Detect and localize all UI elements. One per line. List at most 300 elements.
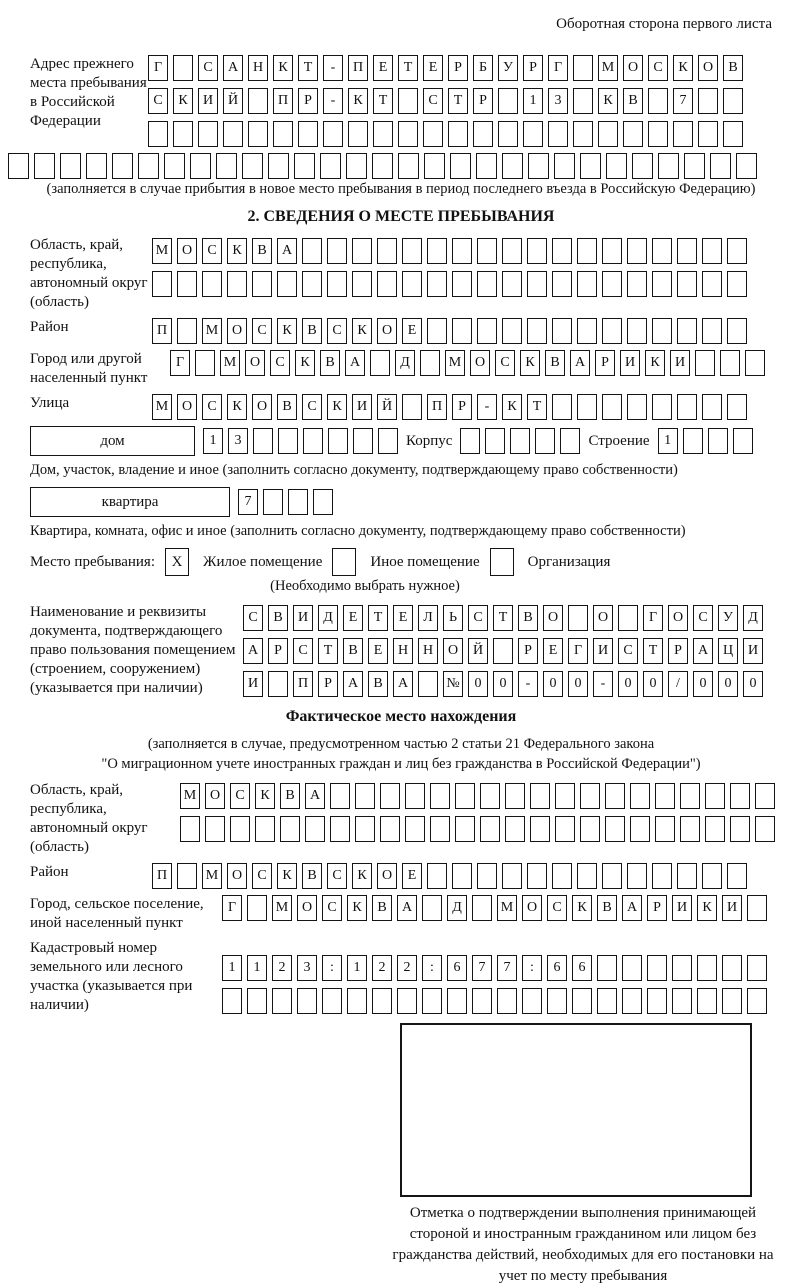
char-box[interactable]: К [352, 863, 372, 889]
char-box[interactable]: М [497, 895, 517, 921]
char-box[interactable] [736, 153, 757, 179]
char-box[interactable]: О [227, 318, 247, 344]
char-box[interactable] [327, 271, 347, 297]
char-box[interactable] [485, 428, 505, 454]
char-box[interactable]: Д [318, 605, 338, 631]
char-box[interactable] [288, 489, 308, 515]
char-box[interactable] [702, 863, 722, 889]
char-box[interactable]: П [427, 394, 447, 420]
char-box[interactable]: В [252, 238, 272, 264]
char-box[interactable] [247, 895, 267, 921]
char-box[interactable]: А [570, 350, 590, 376]
char-box[interactable]: К [173, 88, 193, 114]
char-box[interactable]: Е [373, 55, 393, 81]
char-box[interactable] [597, 988, 617, 1014]
char-box[interactable] [652, 271, 672, 297]
char-box[interactable] [398, 88, 418, 114]
char-box[interactable] [552, 318, 572, 344]
char-box[interactable]: Т [298, 55, 318, 81]
char-box[interactable] [190, 153, 211, 179]
char-box[interactable]: 1 [658, 428, 678, 454]
char-box[interactable]: П [293, 671, 313, 697]
char-box[interactable] [502, 318, 522, 344]
char-box[interactable]: О [698, 55, 718, 81]
char-box[interactable] [348, 121, 368, 147]
char-box[interactable] [418, 671, 438, 697]
char-box[interactable] [195, 350, 215, 376]
char-box[interactable] [697, 988, 717, 1014]
char-box[interactable] [427, 863, 447, 889]
char-box[interactable]: С [327, 863, 347, 889]
char-box[interactable]: О [177, 394, 197, 420]
char-box[interactable]: В [277, 394, 297, 420]
char-box[interactable] [450, 153, 471, 179]
char-box[interactable]: И [243, 671, 263, 697]
char-box[interactable]: О [593, 605, 613, 631]
char-box[interactable]: 3 [228, 428, 248, 454]
char-box[interactable] [652, 238, 672, 264]
char-box[interactable]: Р [595, 350, 615, 376]
char-box[interactable]: К [273, 55, 293, 81]
char-box[interactable]: О [543, 605, 563, 631]
char-box[interactable]: 0 [568, 671, 588, 697]
char-box[interactable]: - [477, 394, 497, 420]
char-box[interactable] [602, 318, 622, 344]
char-box[interactable]: А [343, 671, 363, 697]
char-box[interactable]: 7 [472, 955, 492, 981]
char-box[interactable]: О [668, 605, 688, 631]
char-box[interactable]: Р [452, 394, 472, 420]
char-box[interactable] [427, 238, 447, 264]
char-box[interactable] [164, 153, 185, 179]
char-box[interactable] [627, 271, 647, 297]
char-box[interactable] [705, 816, 725, 842]
char-box[interactable]: Е [402, 318, 422, 344]
char-box[interactable]: К [347, 895, 367, 921]
checkbox-other-premises[interactable] [332, 548, 356, 576]
char-box[interactable] [710, 153, 731, 179]
char-box[interactable]: 6 [572, 955, 592, 981]
char-box[interactable] [86, 153, 107, 179]
char-box[interactable] [302, 271, 322, 297]
char-box[interactable]: О [227, 863, 247, 889]
char-box[interactable]: И [593, 638, 613, 664]
char-box[interactable] [577, 271, 597, 297]
char-box[interactable] [216, 153, 237, 179]
char-box[interactable] [727, 271, 747, 297]
char-box[interactable] [602, 394, 622, 420]
char-box[interactable]: С [468, 605, 488, 631]
char-box[interactable] [497, 988, 517, 1014]
char-box[interactable]: Г [222, 895, 242, 921]
char-box[interactable] [727, 863, 747, 889]
char-box[interactable]: В [545, 350, 565, 376]
char-box[interactable] [555, 816, 575, 842]
char-box[interactable] [622, 955, 642, 981]
char-box[interactable]: Т [527, 394, 547, 420]
char-box[interactable] [560, 428, 580, 454]
char-box[interactable]: 0 [743, 671, 763, 697]
char-box[interactable]: К [255, 783, 275, 809]
char-box[interactable] [223, 121, 243, 147]
char-box[interactable] [702, 238, 722, 264]
char-box[interactable] [548, 121, 568, 147]
char-box[interactable] [522, 988, 542, 1014]
char-box[interactable] [452, 238, 472, 264]
char-box[interactable] [398, 121, 418, 147]
char-box[interactable] [322, 988, 342, 1014]
char-box[interactable]: Р [473, 88, 493, 114]
char-box[interactable] [705, 783, 725, 809]
char-box[interactable]: М [445, 350, 465, 376]
char-box[interactable] [402, 238, 422, 264]
char-box[interactable]: Е [393, 605, 413, 631]
char-box[interactable]: Г [643, 605, 663, 631]
char-box[interactable]: - [323, 88, 343, 114]
char-box[interactable] [630, 816, 650, 842]
char-box[interactable] [530, 816, 550, 842]
char-box[interactable] [672, 988, 692, 1014]
char-box[interactable]: 0 [643, 671, 663, 697]
char-box[interactable] [273, 121, 293, 147]
char-box[interactable] [622, 988, 642, 1014]
char-box[interactable] [648, 88, 668, 114]
char-box[interactable] [34, 153, 55, 179]
char-box[interactable]: 7 [238, 489, 258, 515]
char-box[interactable] [684, 153, 705, 179]
char-box[interactable]: 7 [673, 88, 693, 114]
char-box[interactable]: К [673, 55, 693, 81]
char-box[interactable] [460, 428, 480, 454]
char-box[interactable] [112, 153, 133, 179]
char-box[interactable] [602, 863, 622, 889]
char-box[interactable]: С [293, 638, 313, 664]
char-box[interactable] [708, 428, 728, 454]
char-box[interactable] [552, 863, 572, 889]
char-box[interactable]: : [522, 955, 542, 981]
char-box[interactable] [422, 988, 442, 1014]
char-box[interactable] [577, 318, 597, 344]
char-box[interactable]: С [252, 863, 272, 889]
char-box[interactable]: В [268, 605, 288, 631]
checkbox-residential[interactable]: X [165, 548, 189, 576]
char-box[interactable] [372, 988, 392, 1014]
char-box[interactable]: А [397, 895, 417, 921]
char-box[interactable]: Е [423, 55, 443, 81]
char-box[interactable] [328, 428, 348, 454]
char-box[interactable]: П [152, 318, 172, 344]
char-box[interactable]: И [672, 895, 692, 921]
char-box[interactable] [747, 895, 767, 921]
char-box[interactable] [422, 895, 442, 921]
char-box[interactable] [272, 988, 292, 1014]
char-box[interactable]: Г [170, 350, 190, 376]
char-box[interactable] [303, 428, 323, 454]
char-box[interactable] [577, 863, 597, 889]
char-box[interactable]: 0 [718, 671, 738, 697]
char-box[interactable]: Д [395, 350, 415, 376]
char-box[interactable] [268, 153, 289, 179]
char-box[interactable] [247, 988, 267, 1014]
char-box[interactable] [502, 153, 523, 179]
char-box[interactable] [346, 153, 367, 179]
char-box[interactable] [677, 271, 697, 297]
char-box[interactable] [580, 153, 601, 179]
char-box[interactable]: Г [148, 55, 168, 81]
char-box[interactable]: А [277, 238, 297, 264]
char-box[interactable] [355, 816, 375, 842]
char-box[interactable] [138, 153, 159, 179]
char-box[interactable] [498, 121, 518, 147]
char-box[interactable] [627, 318, 647, 344]
char-box[interactable]: О [177, 238, 197, 264]
char-box[interactable] [527, 863, 547, 889]
char-box[interactable]: Ь [443, 605, 463, 631]
char-box[interactable] [405, 783, 425, 809]
char-box[interactable] [502, 238, 522, 264]
char-box[interactable]: Б [473, 55, 493, 81]
char-box[interactable] [370, 350, 390, 376]
char-box[interactable] [455, 783, 475, 809]
char-box[interactable] [473, 121, 493, 147]
char-box[interactable] [452, 863, 472, 889]
char-box[interactable]: Е [543, 638, 563, 664]
char-box[interactable] [552, 238, 572, 264]
char-box[interactable]: - [518, 671, 538, 697]
char-box[interactable]: С [230, 783, 250, 809]
char-box[interactable] [602, 238, 622, 264]
char-box[interactable]: С [252, 318, 272, 344]
char-box[interactable]: В [597, 895, 617, 921]
char-box[interactable] [352, 271, 372, 297]
char-box[interactable] [572, 988, 592, 1014]
char-box[interactable] [632, 153, 653, 179]
char-box[interactable]: О [377, 318, 397, 344]
char-box[interactable]: И [670, 350, 690, 376]
char-box[interactable]: 1 [523, 88, 543, 114]
char-box[interactable]: О [377, 863, 397, 889]
char-box[interactable]: С [202, 238, 222, 264]
char-box[interactable]: 1 [347, 955, 367, 981]
char-box[interactable] [672, 955, 692, 981]
char-box[interactable] [723, 88, 743, 114]
char-box[interactable]: К [572, 895, 592, 921]
char-box[interactable] [222, 988, 242, 1014]
char-box[interactable] [598, 121, 618, 147]
char-box[interactable]: И [293, 605, 313, 631]
char-box[interactable] [248, 88, 268, 114]
char-box[interactable]: К [227, 238, 247, 264]
char-box[interactable] [527, 318, 547, 344]
char-box[interactable]: К [645, 350, 665, 376]
char-box[interactable] [173, 55, 193, 81]
char-box[interactable]: П [273, 88, 293, 114]
char-box[interactable] [198, 121, 218, 147]
char-box[interactable]: Т [643, 638, 663, 664]
char-box[interactable] [573, 121, 593, 147]
char-box[interactable] [630, 783, 650, 809]
char-box[interactable] [380, 816, 400, 842]
char-box[interactable]: К [277, 863, 297, 889]
char-box[interactable] [698, 121, 718, 147]
char-box[interactable]: К [502, 394, 522, 420]
char-box[interactable] [330, 816, 350, 842]
char-box[interactable] [502, 271, 522, 297]
char-box[interactable]: О [297, 895, 317, 921]
char-box[interactable]: У [718, 605, 738, 631]
char-box[interactable] [580, 783, 600, 809]
char-box[interactable] [727, 394, 747, 420]
char-box[interactable] [477, 318, 497, 344]
char-box[interactable]: Р [298, 88, 318, 114]
char-box[interactable] [695, 350, 715, 376]
char-box[interactable] [278, 428, 298, 454]
char-box[interactable] [498, 88, 518, 114]
char-box[interactable]: Д [743, 605, 763, 631]
char-box[interactable] [527, 271, 547, 297]
char-box[interactable]: А [393, 671, 413, 697]
char-box[interactable]: М [202, 863, 222, 889]
char-box[interactable] [702, 318, 722, 344]
char-box[interactable] [655, 816, 675, 842]
char-box[interactable] [652, 394, 672, 420]
char-box[interactable]: Р [647, 895, 667, 921]
char-box[interactable] [680, 816, 700, 842]
char-box[interactable] [252, 271, 272, 297]
char-box[interactable]: П [152, 863, 172, 889]
char-box[interactable] [652, 318, 672, 344]
char-box[interactable] [627, 863, 647, 889]
char-box[interactable]: К [598, 88, 618, 114]
char-box[interactable]: А [345, 350, 365, 376]
char-box[interactable] [248, 121, 268, 147]
char-box[interactable]: В [372, 895, 392, 921]
char-box[interactable] [305, 816, 325, 842]
char-box[interactable]: Н [418, 638, 438, 664]
char-box[interactable]: В [343, 638, 363, 664]
char-box[interactable]: Н [248, 55, 268, 81]
char-box[interactable]: Р [518, 638, 538, 664]
char-box[interactable]: В [723, 55, 743, 81]
char-box[interactable] [424, 153, 445, 179]
char-box[interactable]: Г [548, 55, 568, 81]
char-box[interactable]: С [547, 895, 567, 921]
char-box[interactable]: О [245, 350, 265, 376]
char-box[interactable]: Т [318, 638, 338, 664]
char-box[interactable] [730, 816, 750, 842]
char-box[interactable] [452, 318, 472, 344]
char-box[interactable]: : [422, 955, 442, 981]
char-box[interactable]: А [693, 638, 713, 664]
char-box[interactable]: В [302, 863, 322, 889]
char-box[interactable] [405, 816, 425, 842]
char-box[interactable] [697, 955, 717, 981]
char-box[interactable] [347, 988, 367, 1014]
char-box[interactable] [355, 783, 375, 809]
char-box[interactable]: У [498, 55, 518, 81]
char-box[interactable] [327, 238, 347, 264]
char-box[interactable] [280, 816, 300, 842]
char-box[interactable]: А [223, 55, 243, 81]
char-box[interactable]: С [423, 88, 443, 114]
char-box[interactable] [683, 428, 703, 454]
char-box[interactable] [476, 153, 497, 179]
char-box[interactable]: 3 [297, 955, 317, 981]
char-box[interactable] [623, 121, 643, 147]
char-box[interactable] [680, 783, 700, 809]
char-box[interactable]: П [348, 55, 368, 81]
char-box[interactable] [698, 88, 718, 114]
char-box[interactable]: И [352, 394, 372, 420]
char-box[interactable]: 3 [548, 88, 568, 114]
char-box[interactable]: Т [493, 605, 513, 631]
char-box[interactable] [398, 153, 419, 179]
char-box[interactable]: 7 [497, 955, 517, 981]
char-box[interactable] [263, 489, 283, 515]
char-box[interactable] [505, 816, 525, 842]
char-box[interactable]: К [348, 88, 368, 114]
char-box[interactable] [377, 238, 397, 264]
char-box[interactable]: М [180, 783, 200, 809]
char-box[interactable] [605, 816, 625, 842]
checkbox-organization[interactable] [490, 548, 514, 576]
char-box[interactable] [480, 816, 500, 842]
char-box[interactable] [302, 238, 322, 264]
char-box[interactable] [480, 783, 500, 809]
char-box[interactable] [658, 153, 679, 179]
char-box[interactable]: М [202, 318, 222, 344]
char-box[interactable]: В [623, 88, 643, 114]
char-box[interactable] [420, 350, 440, 376]
char-box[interactable] [205, 816, 225, 842]
char-box[interactable] [8, 153, 29, 179]
char-box[interactable]: О [522, 895, 542, 921]
house-type-box[interactable]: дом [30, 426, 195, 456]
char-box[interactable] [673, 121, 693, 147]
char-box[interactable]: - [323, 55, 343, 81]
char-box[interactable]: Й [223, 88, 243, 114]
char-box[interactable]: С [495, 350, 515, 376]
char-box[interactable] [655, 783, 675, 809]
char-box[interactable] [722, 955, 742, 981]
char-box[interactable]: А [305, 783, 325, 809]
char-box[interactable]: С [202, 394, 222, 420]
char-box[interactable]: 2 [397, 955, 417, 981]
char-box[interactable] [702, 394, 722, 420]
char-box[interactable] [552, 394, 572, 420]
char-box[interactable]: В [320, 350, 340, 376]
char-box[interactable]: Р [318, 671, 338, 697]
char-box[interactable] [430, 816, 450, 842]
char-box[interactable] [652, 863, 672, 889]
char-box[interactable] [647, 988, 667, 1014]
char-box[interactable] [568, 605, 588, 631]
char-box[interactable]: Р [268, 638, 288, 664]
char-box[interactable] [618, 605, 638, 631]
char-box[interactable] [477, 271, 497, 297]
char-box[interactable]: С [148, 88, 168, 114]
char-box[interactable] [647, 955, 667, 981]
char-box[interactable]: Ц [718, 638, 738, 664]
char-box[interactable]: С [618, 638, 638, 664]
char-box[interactable]: 1 [222, 955, 242, 981]
char-box[interactable]: Р [523, 55, 543, 81]
char-box[interactable] [573, 55, 593, 81]
char-box[interactable]: 0 [493, 671, 513, 697]
char-box[interactable] [677, 863, 697, 889]
char-box[interactable] [510, 428, 530, 454]
char-box[interactable] [430, 783, 450, 809]
